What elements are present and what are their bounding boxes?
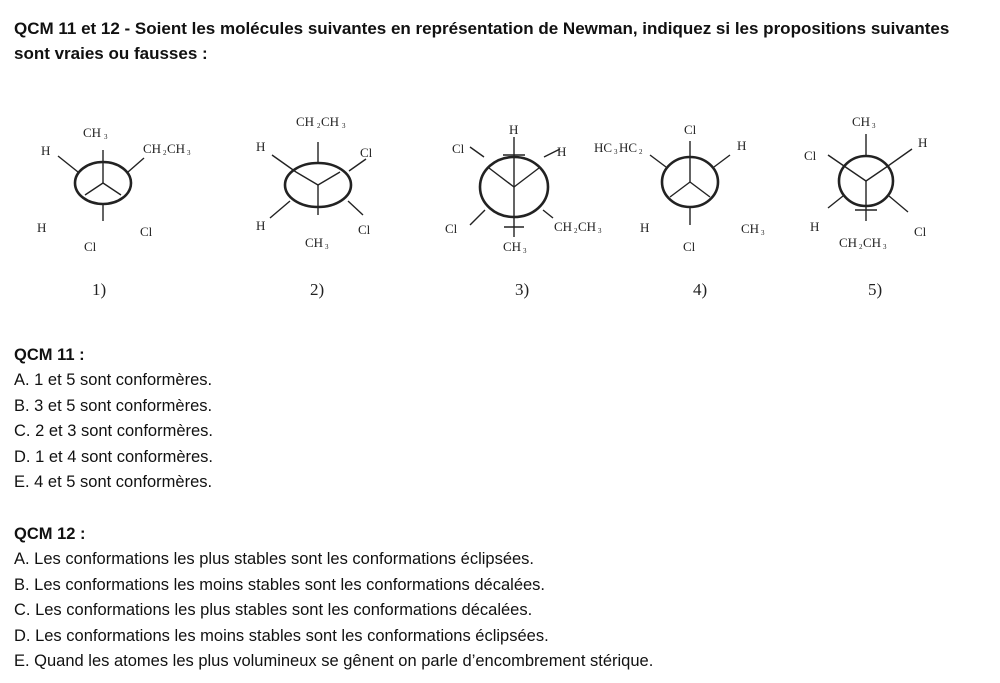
substituent-label: Cl — [452, 141, 465, 156]
substituent-subscript: 3 — [598, 227, 602, 235]
substituent-label: CH — [578, 219, 597, 234]
substituent-label: Cl — [360, 145, 373, 160]
substituent-subscript: 3 — [187, 149, 191, 157]
substituent-label: CH — [305, 235, 324, 250]
substituent-label: Cl — [140, 224, 153, 239]
qcm-12-option-e: E. Quand les atomes les plus volumineux se gênent on parle d’encombrement stérique. — [14, 652, 654, 671]
substituent-subscript: 3 — [761, 229, 765, 237]
substituent-label: H — [640, 220, 650, 235]
substituent-label: CH — [167, 141, 186, 156]
substituent-label: CH — [321, 114, 340, 129]
newman-projections-figure — [0, 105, 1000, 305]
substituent-subscript: 3 — [883, 243, 887, 251]
qcm-11-option-e: E. 4 et 5 sont conformères. — [14, 473, 213, 492]
substituent-label: Cl — [358, 222, 371, 237]
substituent-label: CH — [83, 125, 102, 140]
molecule-number: 3) — [515, 280, 530, 299]
qcm-12-option-d: D. Les conformations les moins stables sont les conformations éclipsées. — [14, 626, 549, 645]
qcm-11-option-a: A. 1 et 5 sont conformères. — [14, 371, 213, 389]
qcm-11-option-b: B. 3 et 5 sont conformères. — [14, 396, 213, 415]
substituent-label: CH — [554, 219, 573, 234]
molecule-number: 2) — [310, 280, 325, 299]
substituent-subscript: 2 — [859, 243, 863, 251]
substituent-label: Cl — [84, 239, 97, 254]
qcm-12-option-b: B. Les conformations les moins stables sont les conformations décalées. — [14, 575, 546, 594]
substituent-label: H — [256, 139, 266, 154]
qcm-11-option-d: D. 1 et 4 sont conformères. — [14, 447, 214, 466]
substituent-subscript: 2 — [317, 122, 321, 130]
substituent-subscript: 3 — [342, 122, 346, 130]
molecule-number: 1) — [92, 280, 107, 299]
newman-molecule-5 — [804, 114, 927, 299]
qcm-12-option-c: C. Les conformations les plus stables sont les conformations décalées. — [14, 601, 533, 620]
newman-molecule-3 — [445, 122, 602, 299]
substituent-label: H — [918, 135, 928, 150]
substituent-label: Cl — [445, 221, 458, 236]
newman-molecule-2 — [256, 114, 373, 299]
substituent-label: CH — [503, 239, 522, 254]
qcm-12-heading: QCM 12 : — [14, 525, 86, 543]
newman-molecule-1 — [37, 125, 191, 299]
substituent-subscript: 3 — [614, 148, 618, 156]
qcm-12-option-a: A. Les conformations les plus stables sont les conformations éclipsées. — [14, 550, 535, 568]
qcm-11-section — [14, 342, 213, 496]
substituent-label: H — [41, 143, 51, 158]
substituent-subscript: 2 — [163, 149, 167, 157]
substituent-subscript: 3 — [325, 243, 329, 251]
substituent-label: H — [737, 138, 747, 153]
substituent-subscript: 2 — [574, 227, 578, 235]
substituent-label: CH — [839, 235, 858, 250]
substituent-label: CH — [863, 235, 882, 250]
substituent-subscript: 2 — [639, 148, 643, 156]
substituent-label: H — [256, 218, 266, 233]
substituent-label: Cl — [914, 224, 927, 239]
substituent-label: HC — [594, 140, 613, 155]
substituent-label: CH — [852, 114, 871, 129]
substituent-label: CH — [741, 221, 760, 236]
molecule-number: 5) — [868, 280, 883, 299]
question-title: QCM 11 et 12 - Soient les molécules suivantes en représentation de Newman, indiquez si les propositions suivantes sont vraies ou fausses : — [14, 19, 950, 63]
substituent-label: CH — [296, 114, 315, 129]
substituent-label: H — [810, 219, 820, 234]
substituent-label: Cl — [804, 148, 817, 163]
qcm-11-option-c: C. 2 et 3 sont conformères. — [14, 422, 214, 441]
substituent-label: Cl — [683, 239, 696, 254]
newman-molecule-4 — [594, 122, 765, 299]
substituent-label: CH — [143, 141, 162, 156]
substituent-label: H — [557, 144, 567, 159]
substituent-subscript: 3 — [523, 247, 527, 255]
substituent-label: Cl — [684, 122, 697, 137]
substituent-label: H — [509, 122, 519, 137]
substituent-subscript: 3 — [104, 133, 108, 141]
qcm-12-section — [14, 521, 653, 675]
substituent-subscript: 3 — [872, 122, 876, 130]
molecule-number: 4) — [693, 280, 708, 299]
substituent-label: H — [37, 220, 47, 235]
substituent-label: HC — [619, 140, 638, 155]
qcm-11-heading: QCM 11 : — [14, 346, 85, 364]
